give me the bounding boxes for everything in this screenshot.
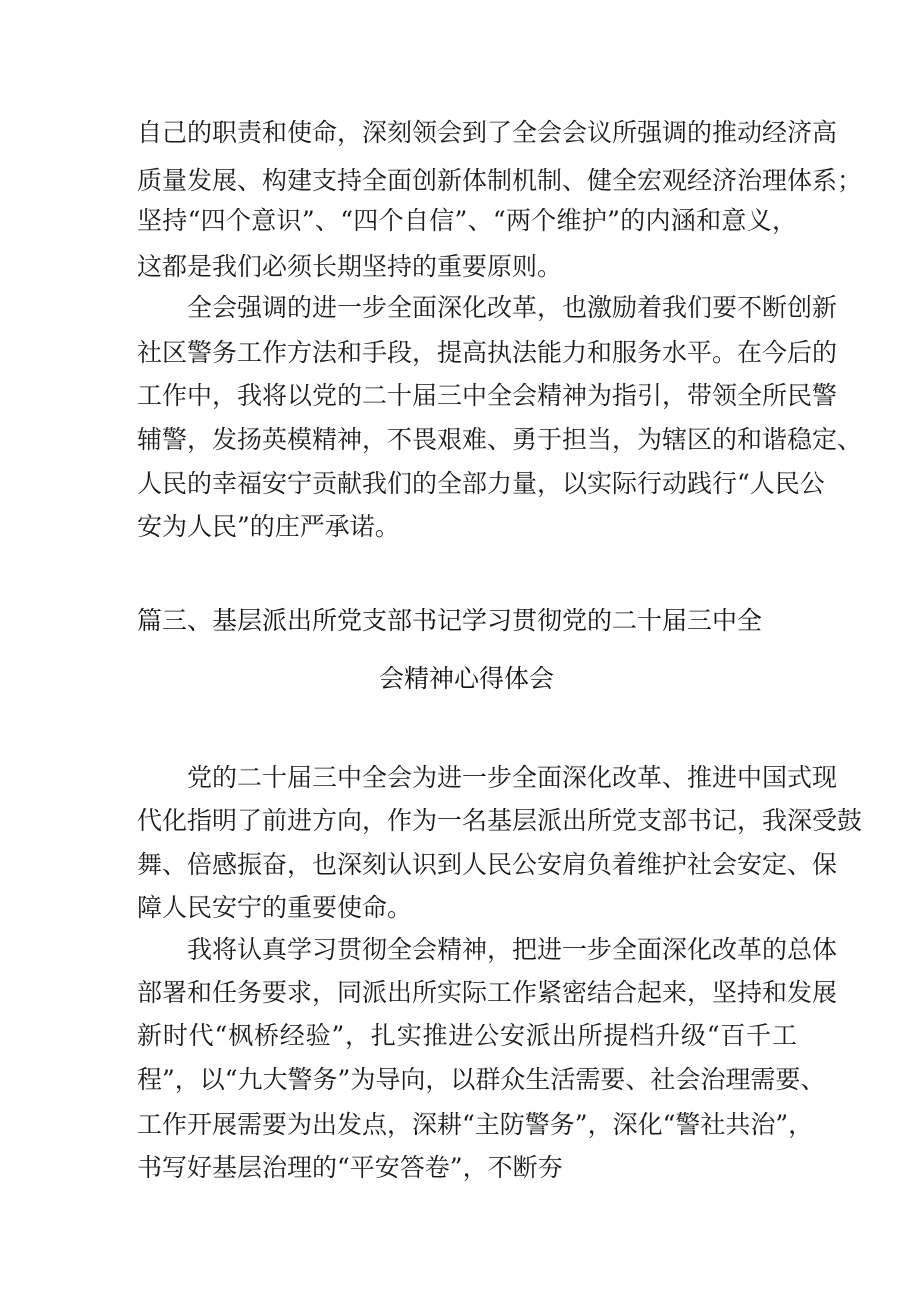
text-line: 安为人民”的庄严承诺。	[137, 512, 400, 541]
text-line: 质量发展、构建支持全面创新体制机制、健全宏观经济治理体系；	[137, 166, 863, 195]
text-line: 这都是我们必须长期坚持的重要原则。	[137, 252, 563, 281]
text-line: 全会强调的进一步全面深化改革，也激励着我们要不断创新	[187, 293, 838, 322]
text-line: 程”，以“九大警务”为导向，以群众生活需要、社会治理需要、	[137, 1065, 826, 1094]
text-line: 部署和任务要求，同派出所实际工作紧密结合起来，坚持和发展	[137, 978, 838, 1007]
section-heading-line-2: 会精神心得体会	[379, 664, 555, 693]
text-line: 障人民安宁的重要使命。	[137, 893, 413, 922]
text-line: 坚持“四个意识”、“四个自信”、“两个维护”的内涵和意义，	[137, 206, 797, 235]
text-line: 自己的职责和使命，深刻领会到了全会会议所强调的推动经济高	[137, 118, 838, 147]
text-line: 代化指明了前进方向，作为一名基层派出所党支部书记，我深受鼓	[137, 806, 863, 835]
text-line: 社区警务工作方法和手段，提高执法能力和服务水平。在今后的	[137, 338, 838, 367]
text-line: 工作中，我将以党的二十届三中全会精神为指引，带领全所民警	[137, 381, 838, 410]
text-line: 舞、倍感振奋，也深刻认识到人民公安肩负着维护社会安定、保	[137, 850, 838, 879]
text-line: 工作开展需要为出发点，深耕“主防警务”，深化“警社共治”，	[137, 1110, 814, 1139]
section-heading-line-1: 篇三、基层派出所党支部书记学习贯彻党的二十届三中全	[137, 606, 763, 635]
text-line: 辅警，发扬英模精神，不畏艰难、勇于担当，为辖区的和谐稳定、	[137, 425, 863, 454]
text-line: 我将认真学习贯彻全会精神，把进一步全面深化改革的总体	[187, 935, 838, 964]
text-line: 党的二十届三中全会为进一步全面深化改革、推进中国式现	[187, 763, 838, 792]
text-line: 新时代“枫桥经验”，扎实推进公安派出所提档升级“百千工	[137, 1021, 797, 1050]
text-line: 书写好基层治理的“平安答卷”，不断夯	[137, 1153, 563, 1182]
text-line: 人民的幸福安宁贡献我们的全部力量，以实际行动践行“人民公	[137, 469, 825, 498]
